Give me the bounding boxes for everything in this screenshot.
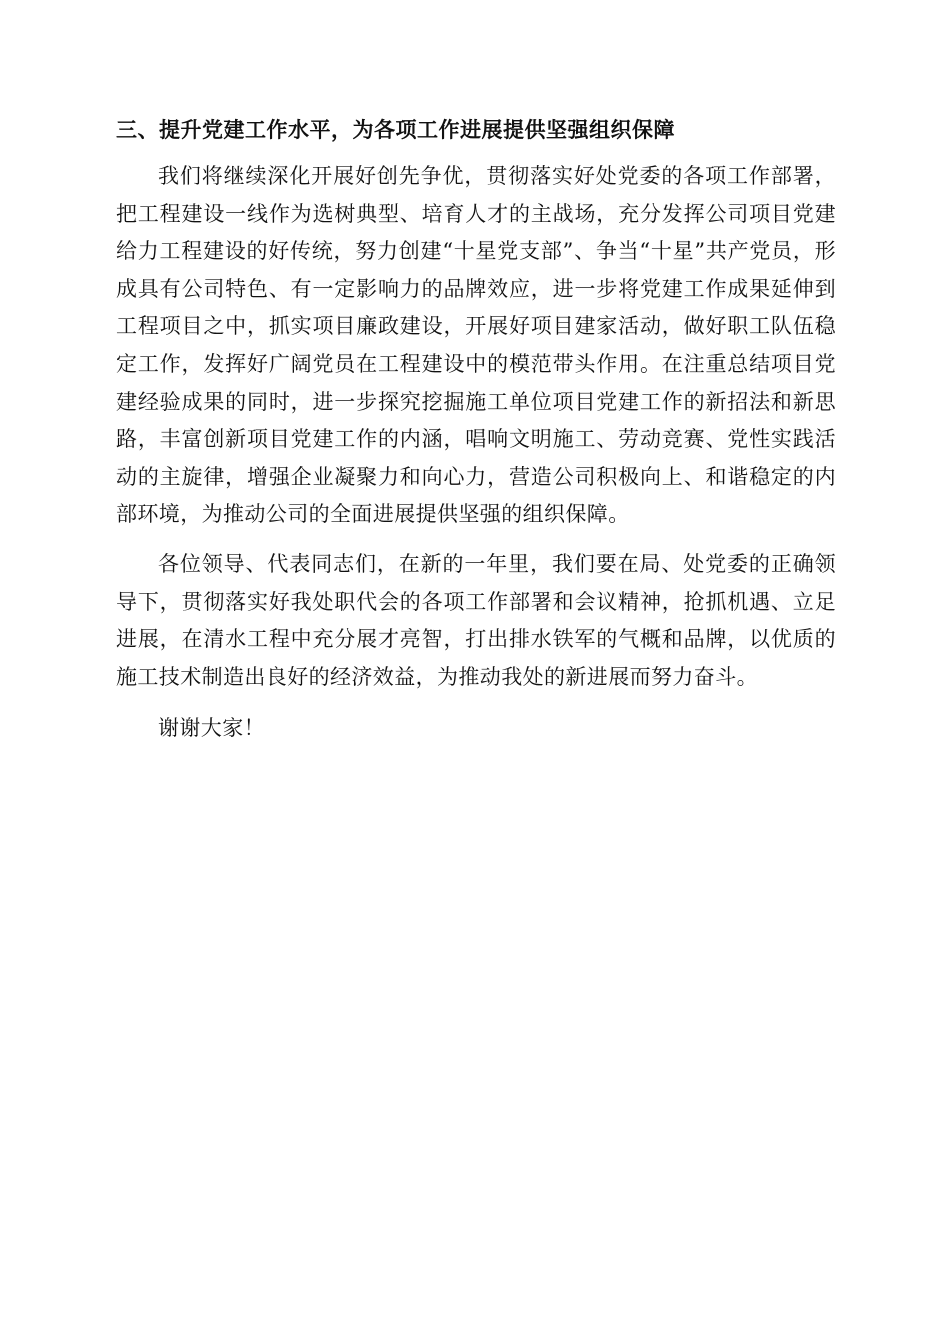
- closing-remark: 谢谢大家！: [158, 716, 265, 741]
- document-page: [116, 112, 836, 746]
- body-paragraph-2: 各位领导、代表同志们，在新的一年里，我们要在局、处党委的正确领导下，贯彻落实好我处职代会的各项工作部署和会议精神，抢抓机遇、立足进展，在清水工程中充分展才亮智，打出排水铁军的气概和品牌，以优质的施工技术制造出良好的经济效益，为推动我处的新进展而努力奋斗。: [116, 551, 836, 689]
- section-heading: 三、提升党建工作水平，为各项工作进展提供坚强组织保障: [116, 118, 675, 142]
- body-paragraph-1: 我们将继续深化开展好创先争优，贯彻落实好处党委的各项工作部署，把工程建设一线作为选树典型、培育人才的主战场，充分发挥公司项目党建给力工程建设的好传统，努力创建“十星党支部”、争当“十星”共产党员，形成具有公司特色、有一定影响力的品牌效应，进一步将党建工作成果延伸到工程项目之中，抓实项目廉政建设，开展好项目建家活动，做好职工队伍稳定工作，发挥好广阔党员在工程建设中的模范带头作用。在注重总结项目党建经验成果的同时，进一步探究挖掘施工单位项目党建工作的新招法和新思路，丰富创新项目党建工作的内涵，唱响文明施工、劳动竞赛、党性实践活动的主旋律，增强企业凝聚力和向心力，营造公司积极向上、和谐稳定的内部环境，为推动公司的全面进展提供坚强的组织保障。: [116, 164, 836, 527]
